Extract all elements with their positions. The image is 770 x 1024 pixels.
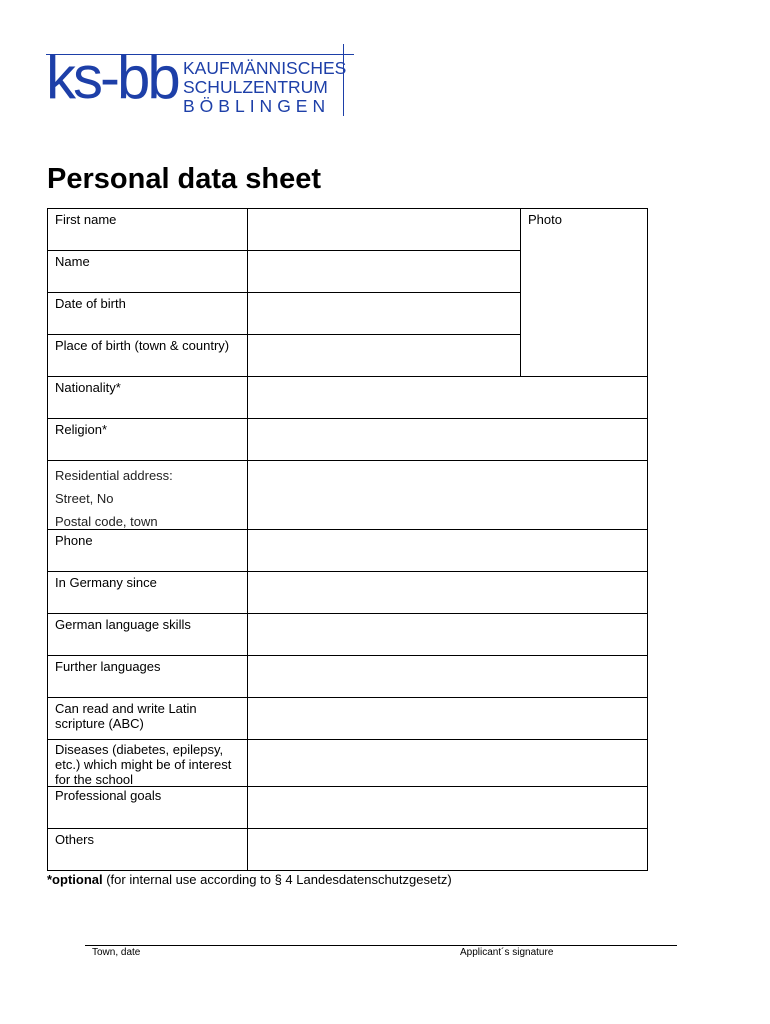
row-others — [47, 828, 648, 871]
field-german-language-skills[interactable] — [248, 614, 647, 655]
field-religion[interactable] — [248, 419, 647, 460]
label-date-of-birth: Date of birth — [48, 293, 248, 334]
signature-line[interactable] — [85, 945, 677, 946]
row-first-name — [47, 208, 521, 251]
row-phone — [47, 529, 648, 572]
label-address-street: Street, No — [55, 491, 114, 506]
field-latin-scripture[interactable] — [248, 698, 647, 739]
field-residential-address[interactable] — [248, 461, 647, 529]
row-professional-goals — [47, 786, 648, 829]
field-in-germany-since[interactable] — [248, 572, 647, 613]
label-german-language-skills: German language skills — [48, 614, 248, 655]
field-diseases[interactable] — [248, 740, 647, 786]
label-phone: Phone — [48, 530, 248, 571]
field-others[interactable] — [248, 829, 647, 870]
row-latin-scripture — [47, 697, 648, 740]
label-professional-goals: Professional goals — [48, 787, 248, 828]
label-religion: Religion* — [48, 419, 248, 460]
row-name — [47, 250, 521, 293]
field-nationality[interactable] — [248, 377, 647, 418]
school-logo — [44, 44, 364, 124]
row-diseases — [47, 739, 648, 787]
field-further-languages[interactable] — [248, 656, 647, 697]
row-further-languages — [47, 655, 648, 698]
photo-label: Photo — [528, 212, 562, 227]
optional-footnote — [47, 872, 452, 887]
row-residential-address — [47, 460, 648, 530]
logo-mark: ks-bb — [46, 44, 178, 111]
row-date-of-birth — [47, 292, 521, 335]
page-title: Personal data sheet — [47, 163, 321, 195]
label-in-germany-since: In Germany since — [48, 572, 248, 613]
logo-line-2: SCHULZENTRUM — [183, 77, 328, 97]
row-in-germany-since — [47, 571, 648, 614]
label-first-name: First name — [48, 209, 248, 250]
label-latin-scripture: Can read and write Latin scripture (ABC) — [48, 698, 248, 739]
label-address-postal: Postal code, town — [55, 514, 158, 529]
field-place-of-birth[interactable] — [248, 335, 520, 376]
label-address-heading: Residential address: — [55, 468, 173, 483]
row-nationality — [47, 376, 648, 419]
row-place-of-birth — [47, 334, 521, 377]
field-date-of-birth[interactable] — [248, 293, 520, 334]
label-residential-address — [48, 461, 248, 529]
footnote-optional: *optional — [47, 872, 103, 887]
row-religion — [47, 418, 648, 461]
row-german-language-skills — [47, 613, 648, 656]
logo-school-name — [183, 59, 346, 116]
field-first-name[interactable] — [248, 209, 520, 250]
field-professional-goals[interactable] — [248, 787, 647, 828]
signature-town-date-label: Town, date — [92, 947, 141, 958]
field-phone[interactable] — [248, 530, 647, 571]
field-name[interactable] — [248, 251, 520, 292]
label-further-languages: Further languages — [48, 656, 248, 697]
label-diseases: Diseases (diabetes, epilepsy, etc.) which might be of interest for the school — [48, 740, 248, 786]
logo-line-1: KAUFMÄNNISCHES — [183, 58, 347, 78]
label-others: Others — [48, 829, 248, 870]
label-place-of-birth: Place of birth (town & country) — [48, 335, 248, 376]
footnote-text: (for internal use according to § 4 Landesdatenschutzgesetz) — [102, 872, 452, 887]
photo-box[interactable] — [520, 208, 648, 377]
signature-applicant-label: Applicant´s signature — [460, 947, 554, 958]
label-name: Name — [48, 251, 248, 292]
logo-line-3: BÖBLINGEN — [183, 96, 331, 116]
label-nationality: Nationality* — [48, 377, 248, 418]
